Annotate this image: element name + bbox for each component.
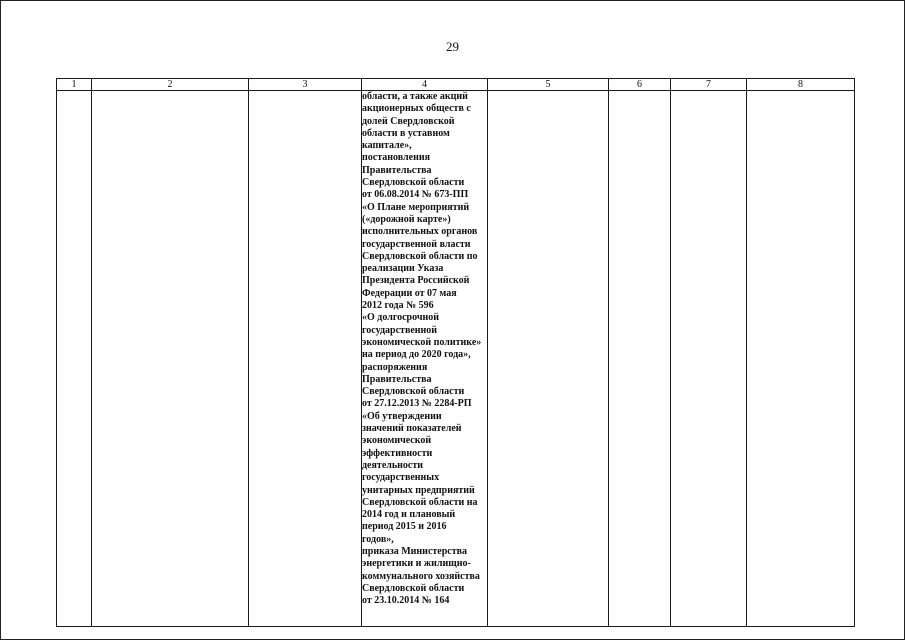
text-line: государственной власти [362,238,471,250]
text-line: области, а также акций [362,91,468,102]
text-line: («дорожной карте») [362,213,451,225]
text-line: от 06.08.2014 № 673-ПП [362,189,469,201]
text-line: Правительства [362,164,432,176]
text-line: области в уставном [362,127,450,139]
table-cell-col2 [92,91,249,627]
table-header-row [57,79,855,91]
text-line: «О долгосрочной [362,312,440,324]
text-line: Свердловской области [362,582,465,594]
column-header: 4 [362,79,488,91]
text-line: Президента Российской [362,275,470,287]
text-line: экономической политике» [362,336,482,348]
column-header: 7 [671,79,747,91]
text-line: 2014 год и плановый [362,509,456,521]
text-line: Свердловской области [362,177,465,189]
text-line: долей Свердловской [362,115,455,127]
text-line: акционерных обществ с [362,103,471,115]
table-cell-col4 [362,91,488,627]
text-line: от 27.12.2013 № 2284-РП [362,398,472,410]
text-line: унитарных предприятий [362,484,475,496]
text-line: деятельности [362,459,424,471]
table-cell-col5 [488,91,609,627]
column-header: 5 [488,79,609,91]
text-line: Свердловской области на [362,496,478,508]
text-line: годов», [362,533,394,545]
text-line: 2012 года № 596 [362,300,434,312]
column-header: 6 [609,79,671,91]
text-line: «О Плане мероприятий [362,201,470,213]
column-header: 3 [249,79,362,91]
table-row [57,91,855,627]
table-cell-col7 [671,91,747,627]
text-line: на период до 2020 года», [362,349,471,361]
text-line: реализации Указа [362,263,444,275]
text-line: значений показателей [362,423,462,435]
column4-text [362,91,487,607]
table-cell-col3 [249,91,362,627]
text-line: государственных [362,472,440,484]
document-table [56,78,855,627]
text-line: экономической [362,435,432,447]
table-cell-col6 [609,91,671,627]
text-line: «Об утверждении [362,410,442,422]
page-number: 29 [446,39,459,54]
text-line: государственной [362,324,438,336]
text-line: Свердловской области по [362,250,478,262]
text-line: Федерации от 07 мая [362,287,457,299]
text-line: исполнительных органов [362,226,478,238]
text-line: распоряжения [362,361,428,373]
table-cell-col1 [57,91,92,627]
text-line: коммунального хозяйства [362,570,480,582]
text-line: эффективности [362,447,433,459]
table-cell-col8 [747,91,855,627]
text-line: от 23.10.2014 № 164 [362,595,450,607]
text-line: постановления [362,152,430,164]
text-line: энергетики и жилищно- [362,558,471,570]
column-header: 8 [747,79,855,91]
column-header: 1 [57,79,92,91]
text-line: Свердловской области [362,386,465,398]
text-line: период 2015 и 2016 [362,521,447,533]
text-line: капитале», [362,140,412,152]
text-line: Правительства [362,373,432,385]
column-header: 2 [92,79,249,91]
text-line: приказа Министерства [362,545,468,557]
